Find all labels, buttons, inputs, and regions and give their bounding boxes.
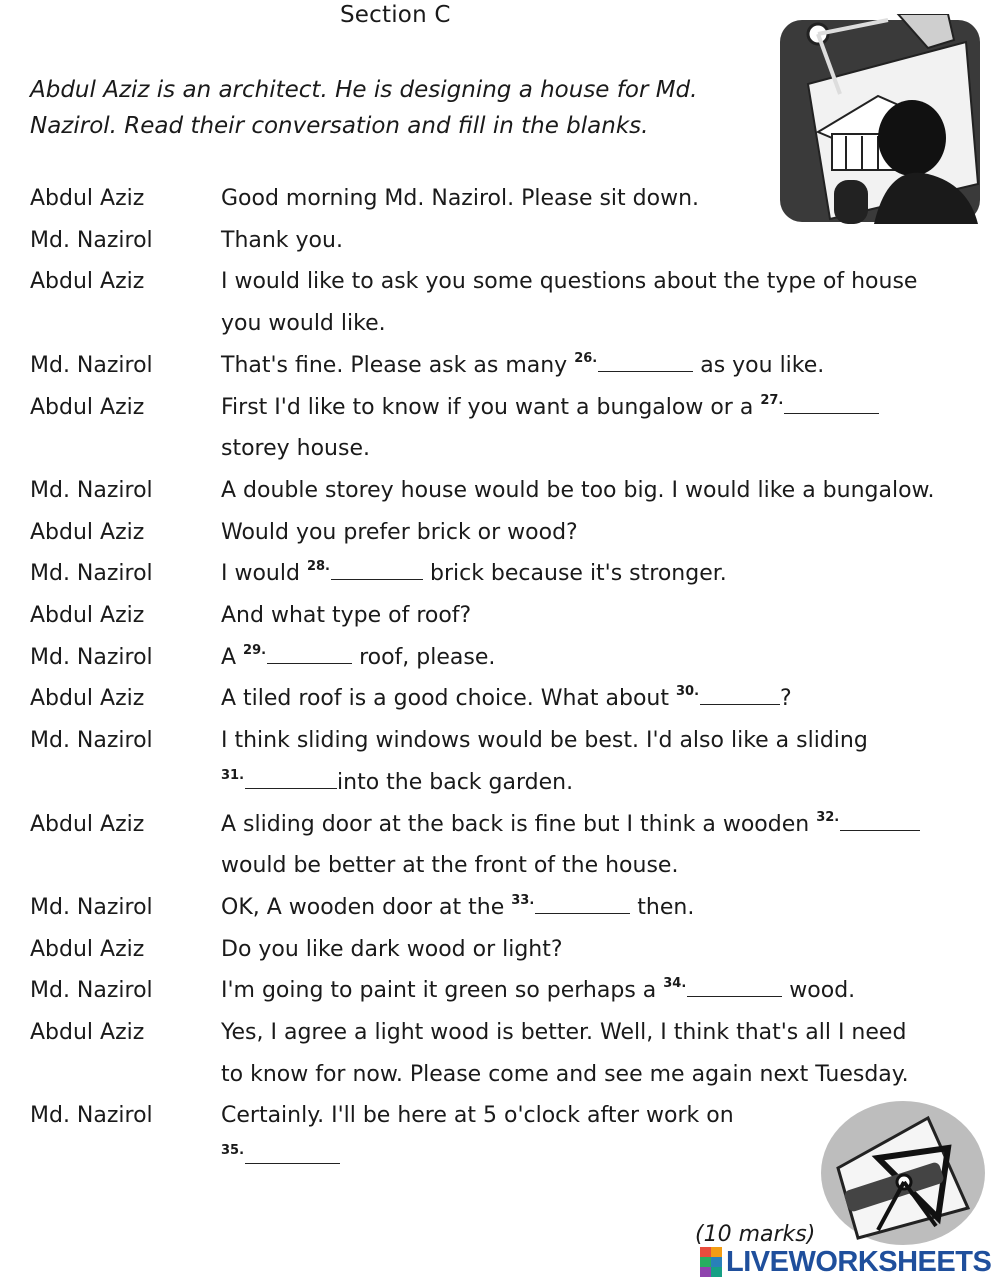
answer-blank[interactable] bbox=[221, 767, 337, 795]
line-text: into the back garden. bbox=[337, 769, 574, 795]
speaker-name: Md. Nazirol bbox=[30, 1103, 153, 1129]
line-text: I'm going to paint it green so perhaps a bbox=[221, 978, 664, 1004]
speaker-name: Abdul Aziz bbox=[30, 394, 145, 420]
question-number: 29. bbox=[243, 642, 267, 658]
speaker-name: Abdul Aziz bbox=[30, 1020, 145, 1045]
answer-blank[interactable] bbox=[663, 978, 782, 1003]
line-text: I would like to ask you some questions about the type of house bbox=[221, 269, 918, 295]
blank-line[interactable] bbox=[700, 686, 780, 705]
dialogue-line bbox=[221, 804, 920, 849]
line-text: you would like. bbox=[221, 311, 386, 337]
marks-note: (10 marks) bbox=[695, 1222, 816, 1247]
blank-line[interactable] bbox=[331, 561, 423, 580]
question-number: 33. bbox=[511, 892, 535, 908]
answer-blank[interactable] bbox=[307, 561, 423, 586]
question-number: 27. bbox=[760, 392, 784, 408]
dialogue-line bbox=[221, 261, 917, 303]
question-number: 28. bbox=[306, 559, 330, 575]
dialogue-line bbox=[221, 387, 879, 432]
dialogue-line bbox=[221, 553, 727, 598]
blank-line[interactable] bbox=[245, 770, 337, 789]
line-text: A double storey house would be too big. I would like a bungalow. bbox=[221, 477, 935, 503]
dialogue-line bbox=[221, 595, 471, 637]
speaker-name: Abdul Aziz bbox=[30, 936, 145, 962]
line-text: A sliding door at the back is fine but I think a wooden bbox=[221, 811, 817, 837]
line-text: Thank you. bbox=[221, 227, 343, 253]
speaker-name: Abdul Aziz bbox=[30, 811, 145, 837]
dialogue-line bbox=[221, 512, 578, 554]
line-text: storey house. bbox=[221, 436, 370, 462]
line-text: brick because it's stronger. bbox=[422, 561, 727, 587]
answer-blank[interactable] bbox=[243, 642, 352, 670]
speaker-name: Md. Nazirol bbox=[30, 561, 153, 587]
dialogue-line bbox=[221, 887, 694, 932]
blank-line[interactable] bbox=[245, 1145, 340, 1164]
dialogue-line bbox=[221, 178, 699, 220]
blank-line[interactable] bbox=[598, 353, 693, 372]
speaker-name: Md. Nazirol bbox=[30, 728, 153, 754]
instructions: Abdul Aziz is an architect. He is designing a house for Md. Nazirol. Read their conversation and fill in the blanks. bbox=[30, 77, 698, 139]
line-text: Yes, I agree a light wood is better. Well, I think that's all I need bbox=[221, 1020, 907, 1045]
line-text: And what type of roof? bbox=[221, 603, 472, 628]
line-text: ? bbox=[780, 686, 792, 712]
dialogue-line bbox=[221, 1054, 909, 1096]
dialogue-line bbox=[221, 220, 343, 262]
dialogue-line bbox=[221, 1095, 734, 1137]
section-title: Section C bbox=[340, 2, 451, 28]
line-text: That's fine. Please ask as many bbox=[221, 352, 575, 378]
speaker-name: Abdul Aziz bbox=[30, 519, 145, 545]
line-text: to know for now. Please come and see me again next Tuesday. bbox=[221, 1061, 909, 1087]
dialogue-line bbox=[221, 720, 868, 762]
answer-blank[interactable] bbox=[816, 809, 920, 837]
drafting-tools-illustration bbox=[818, 1098, 988, 1248]
blank-line[interactable] bbox=[784, 395, 879, 414]
dialogue-line bbox=[221, 1137, 340, 1182]
dialogue-line bbox=[221, 678, 792, 723]
answer-blank[interactable] bbox=[511, 892, 630, 920]
answer-blank[interactable] bbox=[676, 686, 780, 711]
speaker-name: Md. Nazirol bbox=[30, 227, 153, 253]
line-text: Do you like dark wood or light? bbox=[221, 936, 563, 962]
speaker-name: Md. Nazirol bbox=[30, 477, 153, 503]
question-number: 35. bbox=[221, 1143, 245, 1159]
line-text: A tiled roof is a good choice. What about bbox=[221, 686, 676, 712]
speaker-name: Md. Nazirol bbox=[30, 352, 153, 378]
answer-blank[interactable] bbox=[760, 392, 879, 420]
dialogue-line bbox=[221, 845, 678, 887]
liveworksheets-logo bbox=[700, 1244, 991, 1280]
dialogue-line bbox=[221, 345, 824, 390]
dialogue-line bbox=[221, 637, 495, 682]
line-text: Certainly. I'll be here at 5 o'clock after work on bbox=[221, 1103, 734, 1129]
answer-blank[interactable] bbox=[221, 1145, 340, 1170]
speaker-name: Md. Nazirol bbox=[30, 644, 153, 670]
line-text: Good morning Md. Nazirol. Please sit down. bbox=[221, 186, 700, 211]
line-text: A bbox=[221, 644, 244, 670]
speaker-name: Abdul Aziz bbox=[30, 603, 145, 628]
dialogue-line bbox=[221, 762, 573, 807]
speaker-name: Abdul Aziz bbox=[30, 686, 145, 712]
line-text: I would bbox=[221, 561, 307, 587]
blank-line[interactable] bbox=[267, 645, 352, 664]
line-text: as you like. bbox=[693, 352, 825, 378]
dialogue-line bbox=[221, 428, 370, 470]
blank-line[interactable] bbox=[840, 812, 920, 831]
dialogue-line bbox=[221, 470, 935, 512]
line-text: would be better at the front of the house. bbox=[221, 853, 679, 879]
line-text: wood. bbox=[782, 978, 856, 1004]
speaker-name: Md. Nazirol bbox=[30, 894, 153, 920]
question-number: 26. bbox=[574, 350, 598, 366]
line-text: Would you prefer brick or wood? bbox=[221, 519, 578, 545]
line-text: then. bbox=[630, 894, 695, 920]
speaker-name: Abdul Aziz bbox=[30, 186, 145, 211]
blank-line[interactable] bbox=[687, 978, 782, 997]
line-text: First I'd like to know if you want a bungalow or a bbox=[221, 394, 761, 420]
dialogue-line bbox=[221, 929, 563, 971]
architect-illustration bbox=[778, 14, 984, 226]
line-text: I think sliding windows would be best. I'd also like a sliding bbox=[221, 728, 868, 754]
speaker-name: Abdul Aziz bbox=[30, 269, 145, 295]
blank-line[interactable] bbox=[535, 895, 630, 914]
speaker-name: Md. Nazirol bbox=[30, 978, 153, 1004]
dialogue-line bbox=[221, 970, 855, 1015]
line-text: roof, please. bbox=[352, 644, 496, 670]
dialogue-line bbox=[221, 303, 386, 345]
answer-blank[interactable] bbox=[574, 350, 693, 378]
logo-text: LIVEWORKSHEETS bbox=[726, 1245, 992, 1278]
question-number: 32. bbox=[816, 809, 840, 825]
dialogue-line bbox=[221, 1012, 906, 1054]
question-number: 31. bbox=[221, 767, 245, 783]
question-number: 34. bbox=[663, 976, 687, 992]
logo-badge-icon bbox=[700, 1247, 722, 1277]
line-text: OK, A wooden door at the bbox=[221, 894, 512, 920]
question-number: 30. bbox=[676, 684, 700, 700]
